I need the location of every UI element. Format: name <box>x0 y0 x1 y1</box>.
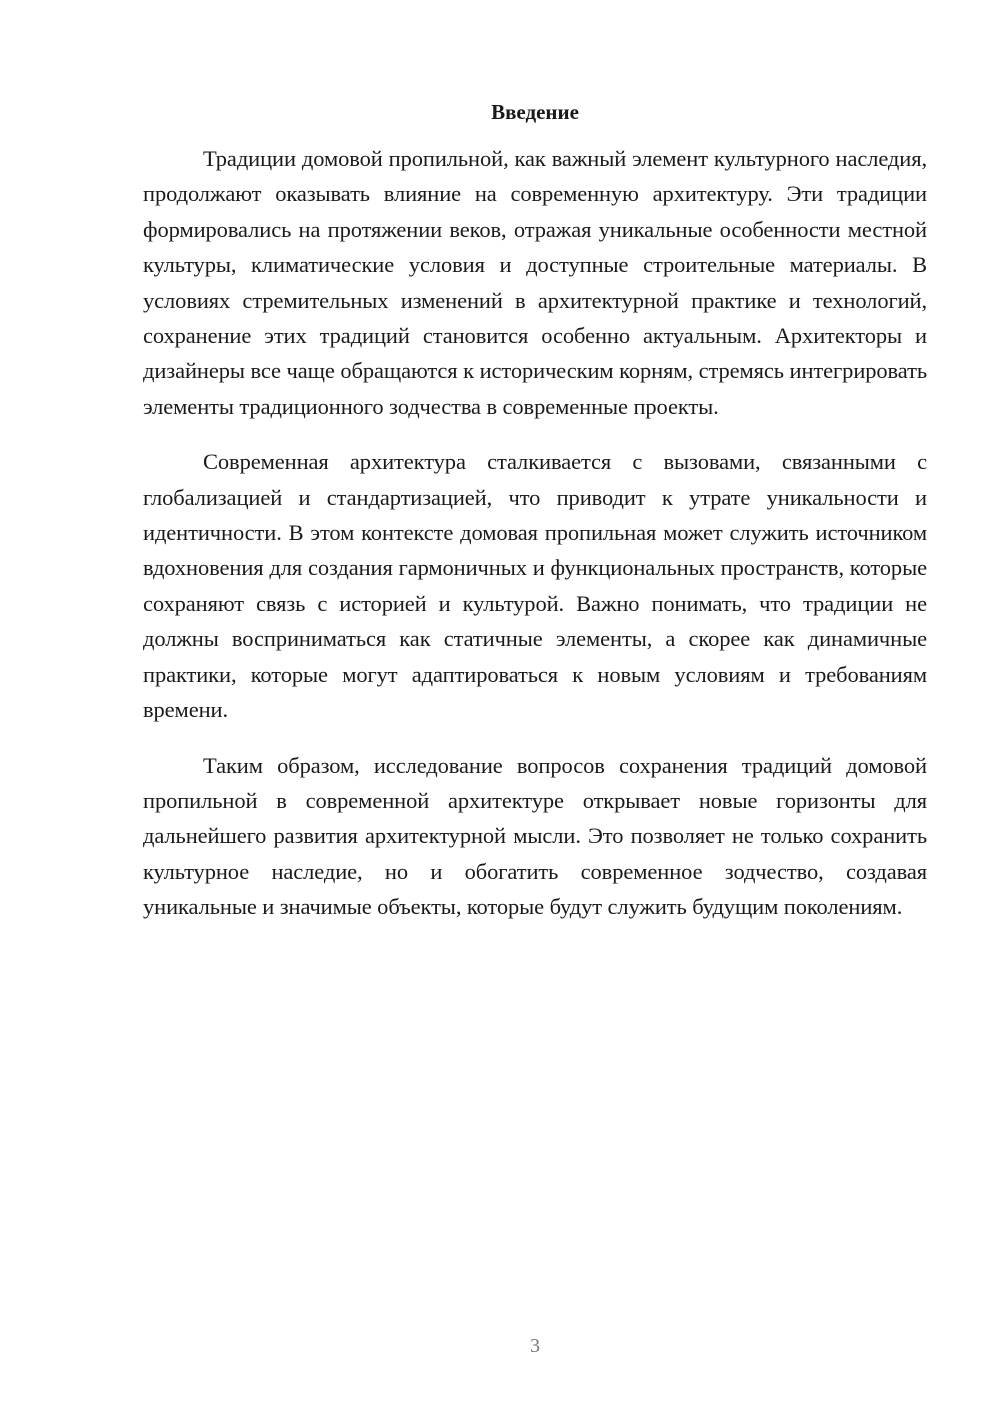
section-heading: Введение <box>491 100 579 124</box>
page-number: 3 <box>530 1335 540 1357</box>
paragraph-1: Традиции домовой пропильной, как важный элемент культурного наследия, продолжают оказывать влияние на современную архитектуру. Эти традиции формировались на протяжении веков, отражая уникальные особенности местной культуры, климатические условия и доступные строительные материалы. В условиях стремительных изменений в архитектурной практике и технологий, сохранение этих традиций становится особенно актуальным. Архитекторы и дизайнеры все чаще обращаются к историческим корням, стремясь интегрировать элементы традиционного зодчества в современные проекты. <box>143 146 927 419</box>
paragraph-2: Современная архитектура сталкивается с вызовами, связанными с глобализацией и стандартизацией, что приводит к утрате уникальности и идентичности. В этом контексте домовая пропильная может служить источником вдохновения для создания гармоничных и функциональных пространств, которые сохраняют связь с историей и культурой. Важно понимать, что традиции не должны восприниматься как статичные элементы, а скорее как динамичные практики, которые могут адаптироваться к новым условиям и требованиям времени. <box>143 449 927 723</box>
body-text <box>143 141 927 945</box>
paragraph-3: Таким образом, исследование вопросов сохранения традиций домовой пропильной в современной архитектуре открывает новые горизонты для дальнейшего развития архитектурной мысли. Это позволяет не только сохранить культурное наследие, но и обогатить современное зодчество, создавая уникальные и значимые объекты, которые будут служить будущим поколениям. <box>143 752 927 920</box>
